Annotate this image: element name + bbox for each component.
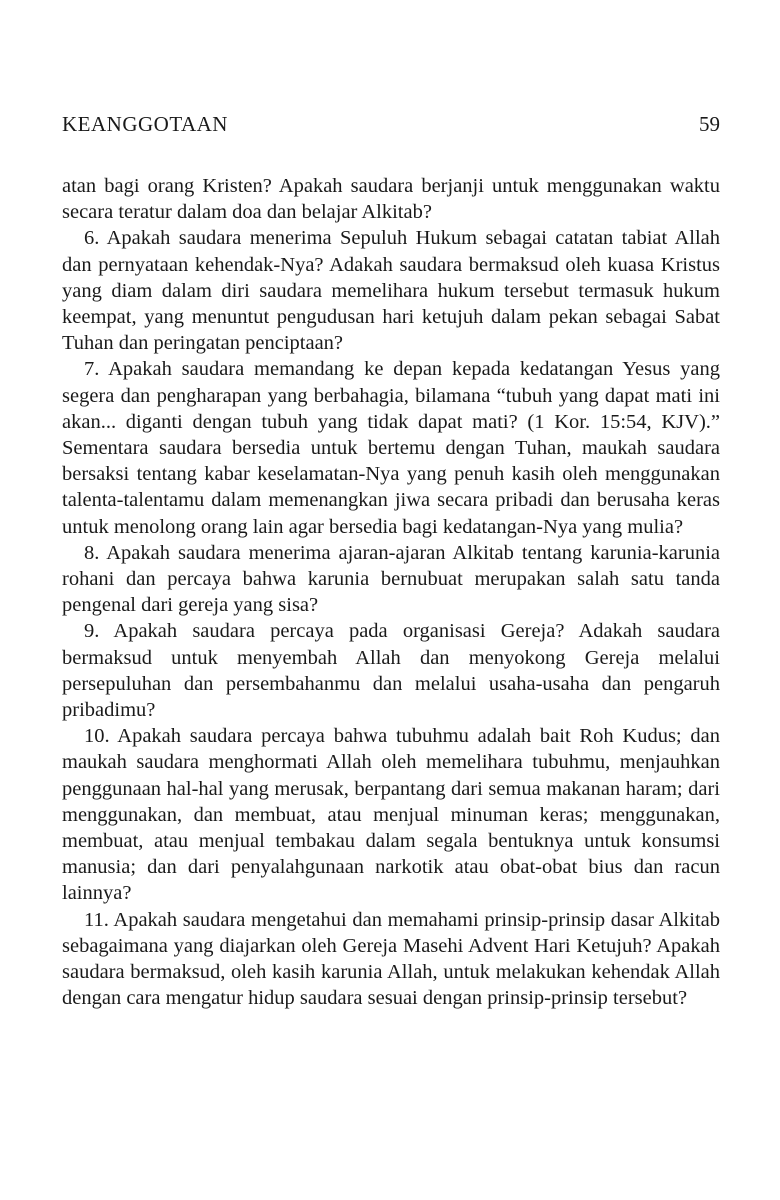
page-number: 59 (699, 112, 720, 136)
paragraph-question-9: 9. Apakah saudara percaya pada organisasi Gereja? Adakah saudara bermaksud untuk menyembah Allah dan menyokong Gereja melalui persepuluhan dan persembahanmu dan melalui usaha-usaha dan pengaruh pribadimu? (62, 620, 720, 722)
paragraph-question-11: 11. Apakah saudara mengetahui dan memahami prinsip-prinsip dasar Alkitab sebagaimana yang diajarkan oleh Gereja Masehi Advent Hari Ketujuh? Apakah saudara bermaksud, oleh kasih karunia Allah, untuk melakukan kehendak Allah dengan cara mengatur hidup saudara sesuai dengan prinsip-prinsip tersebut? (62, 908, 720, 1010)
body-text (62, 173, 720, 1012)
chapter-title: KEANGGOTAAN (62, 112, 228, 136)
paragraph-question-7: 7. Apakah saudara memandang ke depan kepada kedatangan Yesus yang segera dan pengharapan yang berbahagia, bilamana “tubuh yang dapat mati ini akan... diganti dengan tubuh yang tidak dapat mati? (1 Kor. 15:54, KJV).” Sementara saudara bersedia untuk bertemu dengan Tuhan, maukah saudara bersaksi tentang kabar keselamatan-Nya yang penuh kasih oleh menggunakan talenta-talentamu dalam memenangkan jiwa secara pribadi dan berusaha keras untuk menolong orang lain agar bersedia bagi kedatangan-Nya yang mulia? (62, 358, 720, 538)
paragraph-continuation: atan bagi orang Kristen? Apakah saudara berjanji untuk menggunakan waktu secara teratur dalam doa dan belajar Alkitab? (62, 175, 720, 224)
paragraph-question-8: 8. Apakah saudara menerima ajaran-ajaran Alkitab tentang karunia-karunia rohani dan percaya bahwa karunia bernubuat merupakan salah satu tanda pengenal dari gereja yang sisa? (62, 541, 720, 617)
paragraph-question-10: 10. Apakah saudara percaya bahwa tubuhmu adalah bait Roh Kudus; dan maukah saudara menghormati Allah oleh memelihara tubuhmu, menjauhkan penggunaan hal-hal yang merusak, berpantang dari semua makanan haram; dari menggunakan, dan membuat, atau menjual minuman keras; menggunakan, membuat, atau menjual tembakau dalam segala bentuknya untuk konsumsi manusia; dan dari penyalahgunaan narkotik atau obat-obat bius dan racun lainnya? (62, 725, 720, 905)
running-head (62, 112, 720, 137)
paragraph-question-6: 6. Apakah saudara menerima Sepuluh Hukum sebagai catatan tabiat Allah dan pernyataan kehendak-Nya? Adakah saudara bermaksud oleh kuasa Kristus yang diam dalam diri saudara memelihara hukum tersebut termasuk hukum keempat, yang menuntut pengudusan hari ketujuh dalam pekan sebagai Sabat Tuhan dan peringatan penciptaan? (62, 227, 720, 355)
book-page (62, 112, 720, 1012)
